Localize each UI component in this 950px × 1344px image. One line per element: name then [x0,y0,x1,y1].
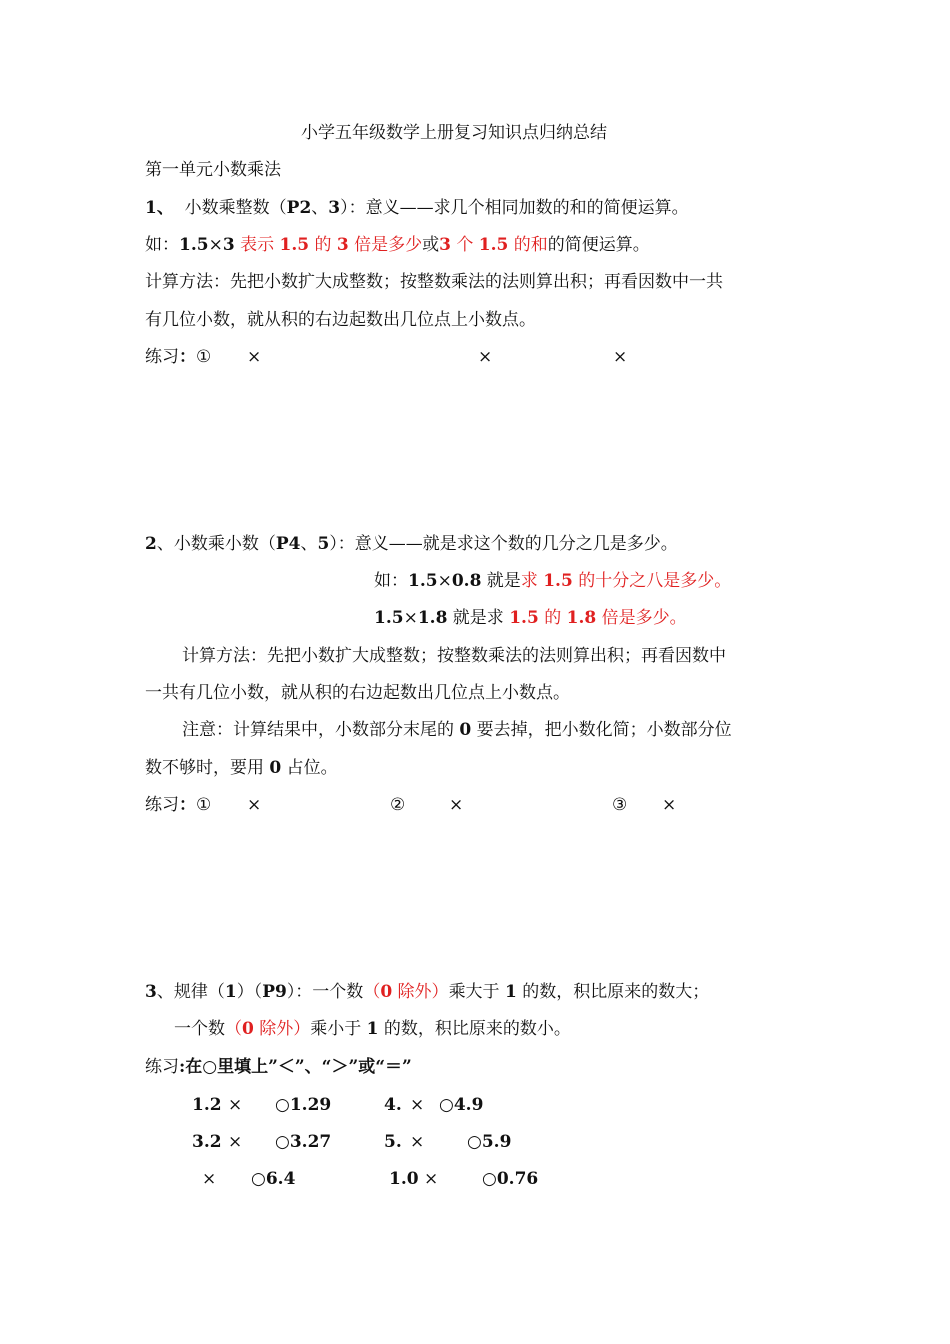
section-2-method-line-2: 一共有几位小数，就从积的右边起数出几位点上小数点。 [145,683,570,703]
section-1-heading [145,197,689,219]
practice-colon: ： [179,795,196,815]
times-sign: × [410,1095,425,1115]
section-2-method-line-1: 计算方法：先把小数扩大成整数；按整数乘法的法则算出积；再看因数中 [182,646,726,666]
note-text: 占位。 [281,758,338,778]
practice-label: 练习 [145,1057,179,1077]
compare-blank[interactable] [482,1168,538,1190]
practice-marker: ③ [612,795,628,815]
compare-factor: 1.0 [389,1169,419,1189]
practice-label: 练习 [145,347,179,367]
example-number: 1.5 [408,571,438,591]
compare-value: 5.9 [481,1132,512,1152]
section-number: 1、 [145,198,174,218]
rule-text: 的数，积比原来的数小。 [378,1019,571,1039]
section-1-practice [145,346,211,368]
compare-value: 6.4 [265,1169,296,1189]
compare-blank[interactable] [275,1094,331,1116]
red-number: 1.8 [566,608,597,628]
example-number: 1.8 [417,608,448,628]
circle-blank[interactable]: ○ [439,1095,454,1115]
rule-text: 乘小于 [310,1019,367,1039]
example-mid: 就是求 [447,608,510,628]
note-text: 数不够时，要用 [145,758,270,778]
heading-text: ）（ [236,982,263,1002]
unit-heading: 第一单元小数乘法 [145,160,281,180]
red-number: 0 [242,1019,254,1039]
note-number: 0 [269,758,282,778]
circle-blank[interactable]: ○ [251,1169,266,1189]
times-sign: × [662,795,677,815]
section-2-example-1 [374,570,731,592]
red-text: 的十分之八是多少。 [572,571,732,591]
red-text: 求 [520,571,544,591]
times-sign: × [202,1169,217,1189]
rule-text: 的数，积比原来的数大； [516,982,710,1002]
practice-marker: ② [390,795,406,815]
compare-factor: 5. [384,1132,402,1152]
times-sign: × [247,795,262,815]
red-text: （ [225,1019,242,1039]
heading-text: 、规律（ [156,982,225,1002]
heading-rest: ）：意义——求几个相同加数的和的简便运算。 [340,198,689,218]
rule-text: ）：一个数 [286,982,364,1002]
times-sign: × [247,347,262,367]
page-ref-2: 3 [328,198,341,218]
red-number: 0 [380,982,393,1002]
red-number: 3 [439,235,451,255]
red-text: 的 [309,235,337,255]
note-text: 要去掉，把小数化简；小数部分位 [471,720,732,740]
compare-factor: 3.2 [192,1132,222,1152]
section-1-example [145,234,650,256]
note-text: 注意：计算结果中，小数部分末尾的 [182,720,460,740]
compare-blank[interactable] [439,1094,483,1116]
rule-text: 乘大于 [448,982,505,1002]
red-number: 1.5 [478,235,509,255]
example-number: 1.5 [374,608,404,628]
section-2-note-line-1 [182,719,732,741]
rule-number: 1 [224,982,237,1002]
compare-blank[interactable] [275,1131,331,1153]
section-2-practice [145,794,211,816]
compare-factor: 4. [384,1095,402,1115]
section-3-rule-line-1 [145,981,709,1003]
circle-blank[interactable]: ○ [467,1132,482,1152]
red-text: 表示 [234,235,280,255]
rule-text: 一个数 [174,1019,225,1039]
heading-text: 、小数乘小数（ [156,534,276,554]
red-number: 1.5 [543,571,573,591]
or-text: 或 [422,235,440,255]
separator: 、 [311,198,329,218]
note-number: 0 [459,720,472,740]
separator: 、 [300,534,318,554]
red-number: 3 [336,235,349,255]
page-ref: P9 [262,982,287,1002]
compare-value: 4.9 [453,1095,484,1115]
times-sign: × [449,795,464,815]
times-sign: × [208,235,223,255]
section-1-method-line-2: 有几位小数，就从积的右边起数出几位点上小数点。 [145,310,536,330]
example-prefix: 如： [374,571,408,591]
red-text: 的 [538,608,567,628]
section-3-rule-line-2 [174,1018,571,1040]
section-2-heading [145,533,678,555]
red-text: （ [363,982,381,1002]
red-number: 1.5 [279,235,310,255]
compare-blank[interactable] [467,1131,511,1153]
red-number: 1.5 [509,608,539,628]
section-1-method-line-1: 计算方法：先把小数扩大成整数；按整数乘法的法则算出积；再看因数中一共 [145,272,723,292]
times-sign: × [437,571,452,591]
times-sign: × [424,1169,439,1189]
example-number: 0.8 [451,571,482,591]
compare-factor: 1.2 [192,1095,222,1115]
page-title: 小学五年级数学上册复习知识点归纳总结 [301,123,607,143]
page-ref: P4 [275,534,301,554]
circle-blank[interactable]: ○ [482,1169,497,1189]
section-2-example-2 [374,607,687,629]
circle-blank[interactable]: ○ [275,1132,290,1152]
red-text: 除外） [253,1019,311,1039]
heading-rest: ）：意义——就是求这个数的几分之几是多少。 [329,534,678,554]
example-number: 3 [222,235,235,255]
compare-value: 0.76 [496,1169,539,1189]
red-text: 倍是多少 [348,235,423,255]
rule-number: 1 [504,982,517,1002]
red-text: 倍是多少。 [596,608,687,628]
circle-blank[interactable]: ○ [275,1095,290,1115]
compare-blank[interactable] [251,1168,295,1190]
page-ref: P2 [286,198,312,218]
section-number: 2 [145,534,157,554]
example-prefix: 如： [145,235,179,255]
example-number: 1.5 [179,235,209,255]
practice-instruction: :在○里填上”＜”、“＞”或“＝” [179,1057,412,1077]
section-2-note-line-2 [145,757,338,779]
times-sign: × [478,347,493,367]
times-sign: × [403,608,418,628]
practice-colon: ： [179,347,196,367]
practice-marker: ① [196,795,212,815]
practice-label: 练习 [145,795,179,815]
heading-text: 小数乘整数（ [184,198,287,218]
times-sign: × [228,1132,243,1152]
example-end: 的简便运算。 [547,235,650,255]
rule-number: 1 [366,1019,379,1039]
compare-value: 1.29 [289,1095,332,1115]
example-mid: 就是 [481,571,521,591]
red-text: 的和 [508,235,548,255]
red-text: 除外） [392,982,449,1002]
times-sign: × [410,1132,425,1152]
times-sign: × [613,347,628,367]
red-text: 个 [450,235,479,255]
times-sign: × [228,1095,243,1115]
page-ref-2: 5 [317,534,330,554]
section-number: 3 [145,982,157,1002]
compare-value: 3.27 [289,1132,332,1152]
practice-marker: ① [196,347,212,367]
section-3-practice-instruction [145,1056,412,1078]
